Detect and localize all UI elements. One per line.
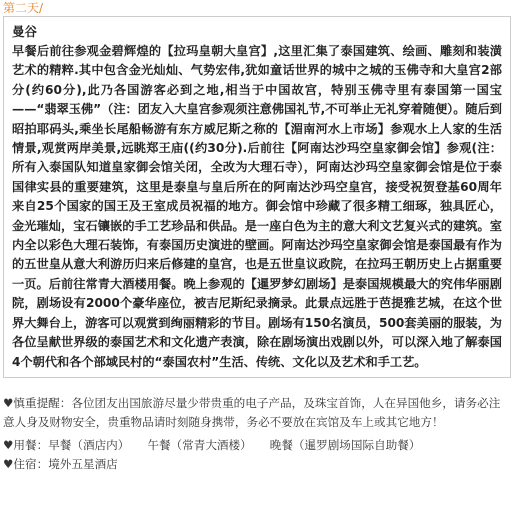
lunch-info: 午餐（常青大酒楼） xyxy=(147,438,252,452)
lodging-label: ♥住宿： xyxy=(3,457,49,471)
city-title: 曼谷 xyxy=(12,24,38,39)
day-header: 第二天/ xyxy=(3,1,44,15)
safety-reminder: ♥慎重提醒：各位团友出国旅游尽量少带贵重的电子产品，及珠宝首饰，人在异国他乡，请务必注意人身及财物安全，贵重物品请时刻随身携带，务必不要放在宾馆及车上或其它地方！ xyxy=(3,396,501,429)
dinner-info: 晚餐（暹罗剧场国际自助餐） xyxy=(269,438,421,452)
breakfast-info: 早餐（酒店内） xyxy=(48,438,130,452)
notes-section xyxy=(3,394,511,474)
meals-line xyxy=(3,436,511,455)
itinerary-paragraph: 早餐后前往参观金碧辉煌的【拉玛皇朝大皇宫】,这里汇集了泰国建筑、绘画、雕刻和装潢艺术的精粹.其中包含金光灿灿、气势宏伟,犹如童话世界的城中之城的玉佛寺和大皇宫2部分(约60分),此乃各国游客必到之地,相当于中国故宫，特别玉佛寺里有泰国第一国宝——“翡翠玉佛”（注：团友入大皇宫参观须注意佛国礼节,不可举止无礼穿着随便）。随后到昭拍耶码头,乘坐长尾船畅游有东方威尼斯之称的【湄南河水上市场】参观水上人家的生活情景,观赏两岸美景,远眺郑王庙((约30分).后前往【阿南达沙玛空皇家御会馆】参观(注：所有入泰国队知道皇家御会馆关闭，全改为大理石寺），阿南达沙玛空皇家御会馆是位于泰国律实县的重要建筑，这里是泰皇与皇后所在的阿南达沙玛空皇宫，接受祝贺登基60周年来自25个国家的国王及王室成员祝福的地方。御会馆中珍藏了很多精工细琢，独具匠心，金光璀灿，宝石镶嵌的手工艺珍品和供品。是一座白色为主的意大利文艺复兴式的建筑。室内全以彩色大理石装饰，有泰国历史演进的壁画。阿南达沙玛空皇家御会馆是泰国最有作为的五世皇从意大利游历归来后修建的皇宫，也是五世皇议政院，在拉玛王朝历史上占据重要一页。后前往常青大酒楼用餐。晚上参观的【暹罗梦幻剧场】是泰国规模最大的究伟华丽剧院，剧场设有2000个豪华座位，被吉尼斯纪录摘录。此景点远胜于芭提雅艺城，在这个世界大舞台上，游客可以观赏到绚丽精彩的节目。剧场有150名演员，500套美丽的服装，为各位呈献世界级的泰国艺术和文化遗产表演，除在剧场演出戏剧以外，可以深入地了解泰国4个朝代和各个部域民村的“泰国农村”生活、传统、文化以及艺术和手工艺。 xyxy=(12,44,502,369)
itinerary-box xyxy=(3,16,511,378)
lodging-info: 境外五星酒店 xyxy=(48,457,118,471)
lodging-line xyxy=(3,455,511,474)
meals-label: ♥用餐： xyxy=(3,438,49,452)
